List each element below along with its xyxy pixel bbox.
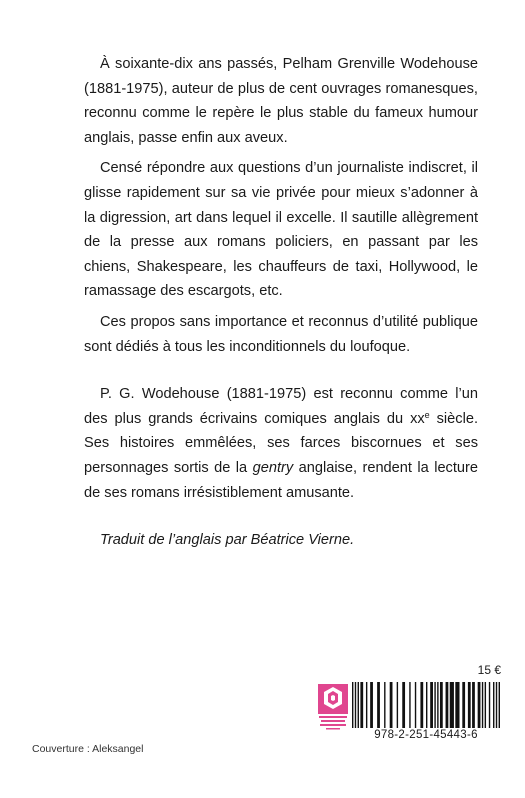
barcode-bar [426, 682, 427, 728]
cover-credit: Couverture : Aleksangel [32, 743, 144, 755]
barcode-bar [434, 682, 435, 728]
barcode-bar [358, 682, 359, 728]
barcode-bar [493, 682, 494, 728]
barcode-bar [430, 682, 433, 728]
blurb-paragraph-2: Censé répondre aux questions d’un journaliste indiscret, il glisse rapidement sur sa vie privée pour mieux s’adonner à la digression, art dans lequel il excelle. Il sautille allègrement de la presse aux romans policiers, en passant par les chiens, Shakespeare, les chauffeurs de taxi, Hollywood, le ramassage des escargots, etc. [84, 160, 478, 300]
barcode-bar [450, 682, 454, 728]
barcode-bar [384, 682, 385, 728]
bio-text-2: siècle. Ses histoires emmêlées, ses farces biscornues et ses personnages sortis de la [84, 410, 479, 476]
barcode [352, 682, 500, 744]
barcode-bar [485, 682, 486, 728]
barcode-bar [420, 682, 423, 728]
barcode-bar [366, 682, 367, 728]
barcode-bar [397, 682, 398, 728]
barcode-bar [370, 682, 373, 728]
blurb-paragraph-3: Ces propos sans importance et reconnus d’utilité publique sont dédiés à tous les inconditionnels du loufoque. [84, 313, 478, 355]
barcode-bar [360, 682, 363, 728]
bio-text-3: anglaise, rendent la lecture de ses romans irrésistiblement amusante. [84, 459, 479, 501]
translator-credit: Traduit de l’anglais par Béatrice Vierne. [100, 532, 355, 549]
barcode-bar [390, 682, 393, 728]
author-bio [84, 382, 478, 505]
barcode-bar [409, 682, 410, 728]
bio-gentry: gentry [252, 459, 294, 476]
barcode-bar [446, 682, 449, 728]
back-cover-text [84, 52, 478, 553]
bio-century-sup: e [424, 409, 430, 420]
barcode-bars [352, 682, 500, 728]
barcode-bar [482, 682, 483, 728]
barcode-bar [496, 682, 497, 728]
barcode-bar [377, 682, 380, 728]
barcode-bar [415, 682, 416, 728]
barcode-bar [489, 682, 490, 728]
barcode-bar [499, 682, 500, 728]
barcode-bar [455, 682, 459, 728]
barcode-bar [355, 682, 356, 728]
barcode-bar [402, 682, 405, 728]
isbn-number: 978-2-251-45443-6 [374, 729, 478, 741]
price: 15 € [477, 663, 501, 677]
barcode-bar [437, 682, 438, 728]
barcode-bar [440, 682, 443, 728]
bio-century: xx [410, 410, 425, 427]
publisher-logo [318, 684, 348, 730]
barcode-bar [462, 682, 465, 728]
bio-text-1: P. G. Wodehouse (1881-1975) est reconnu comme l’un des plus grands écrivains comiques anglais du [84, 386, 478, 427]
barcode-bar [352, 682, 353, 728]
barcode-bar [478, 682, 481, 728]
barcode-bar [472, 682, 475, 728]
blurb-paragraph-1: À soixante-dix ans passés, Pelham Grenville Wodehouse (1881-1975), auteur de plus de cent ouvrages romanesques, reconnu comme le repère le plus stable du fameux humour anglais, passe enfin aux aveux. [84, 56, 478, 146]
barcode-bar [468, 682, 471, 728]
